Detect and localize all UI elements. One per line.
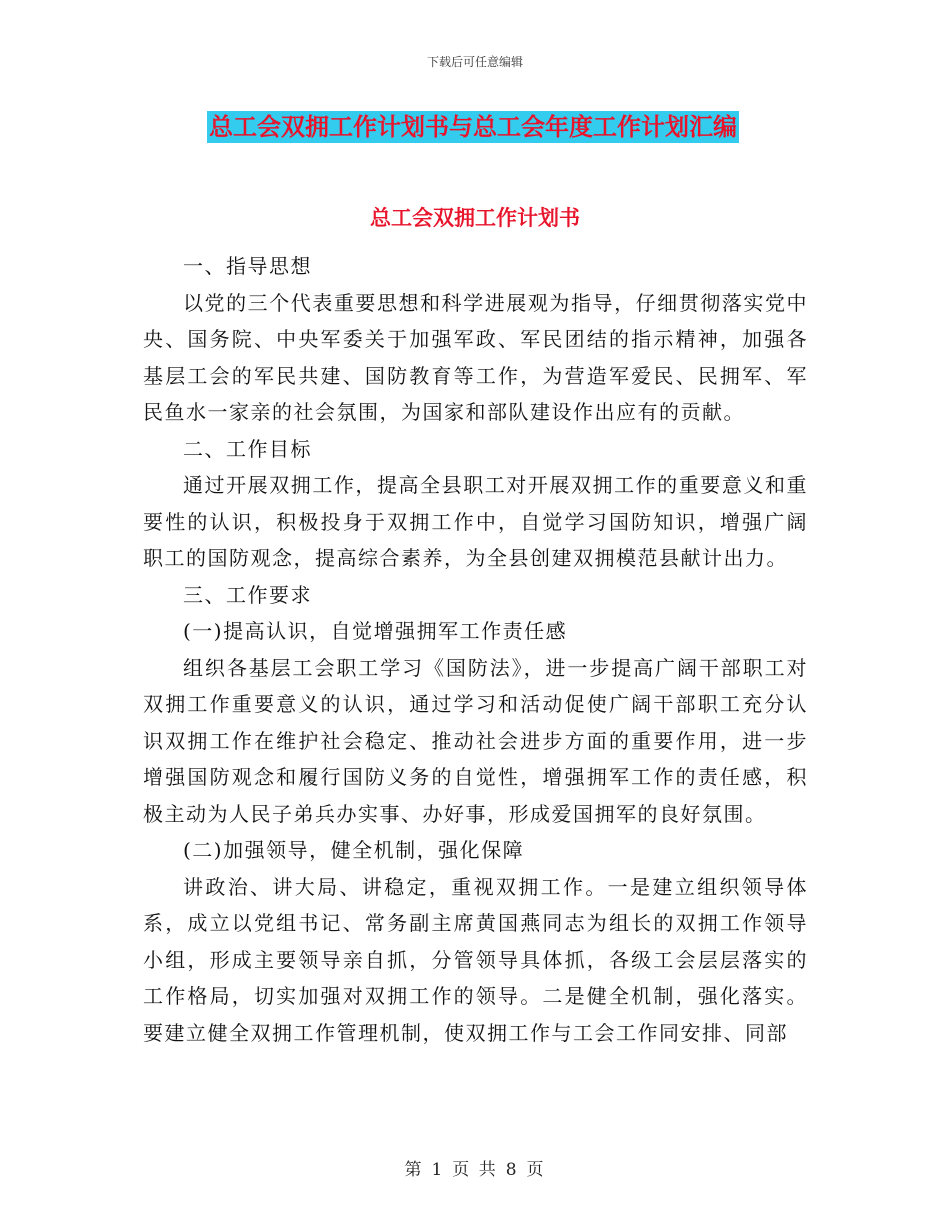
heading-work-goals: 二、工作目标 [183, 436, 312, 461]
paragraph-raise-awareness: 组织各基层工会职工学习《国防法》，进一步提高广阔干部职工对双拥工作重要意义的认识，通过学习和活动促使广阔干部职工充分认识双拥工作在维护社会稳定、推动社会进步方面的重要作用，进一步增强国防观念和履行国防义务的自觉性，增强拥军工作的责任感，积极主动为人民子弟兵办实事、办好事，形成爱国拥军的良好氛围。 [143, 655, 808, 826]
document-body [143, 248, 808, 1051]
heading-guiding-ideology: 一、指导思想 [183, 254, 312, 278]
page-total: 8 [505, 1160, 519, 1180]
header-note: 下载后可任意编辑 [426, 55, 523, 69]
subheading-raise-awareness: (一)提高认识，自觉增强拥军工作责任感 [183, 619, 568, 643]
footer-middle: 页 共 [452, 1160, 498, 1180]
subheading-strengthen-leadership: (二)加强领导，健全机制，强化保障 [183, 838, 525, 862]
footer-suffix: 页 [526, 1160, 546, 1180]
page-number: 1 [431, 1160, 445, 1180]
paragraph-guiding-ideology: 以党的三个代表重要思想和科学进展观为指导，仔细贯彻落实党中央、国务院、中央军委关于加强军政、军民团结的指示精神，加强各基层工会的军民共建、国防教育等工作，为营造军爱民、民拥军、军民鱼水一家亲的社会氛围，为国家和部队建设作出应有的贡献。 [143, 290, 808, 424]
document-title: 总工会双拥工作计划书与总工会年度工作计划汇编 [209, 113, 737, 141]
paragraph-work-goals: 通过开展双拥工作，提高全县职工对开展双拥工作的重要意义和重要性的认识，积极投身于双拥工作中，自觉学习国防知识，增强广阔职工的国防观念，提高综合素养，为全县创建双拥模范县献计出力。 [143, 473, 808, 570]
page-footer [0, 1155, 950, 1180]
paragraph-strengthen-leadership: 讲政治、讲大局、讲稳定，重视双拥工作。一是建立组织领导体系，成立以党组书记、常务副主席黄国燕同志为组长的双拥工作领导小组，形成主要领导亲自抓，分管领导具体抓，各级工会层层落实的工作格局，切实加强对双拥工作的领导。二是健全机制，强化落实。要建立健全双拥工作管理机制，使双拥工作与工会工作同安排、同部 [143, 874, 808, 1045]
section-title: 总工会双拥工作计划书 [370, 206, 580, 230]
heading-work-requirements: 三、工作要求 [183, 582, 312, 607]
footer-prefix: 第 [404, 1160, 424, 1180]
